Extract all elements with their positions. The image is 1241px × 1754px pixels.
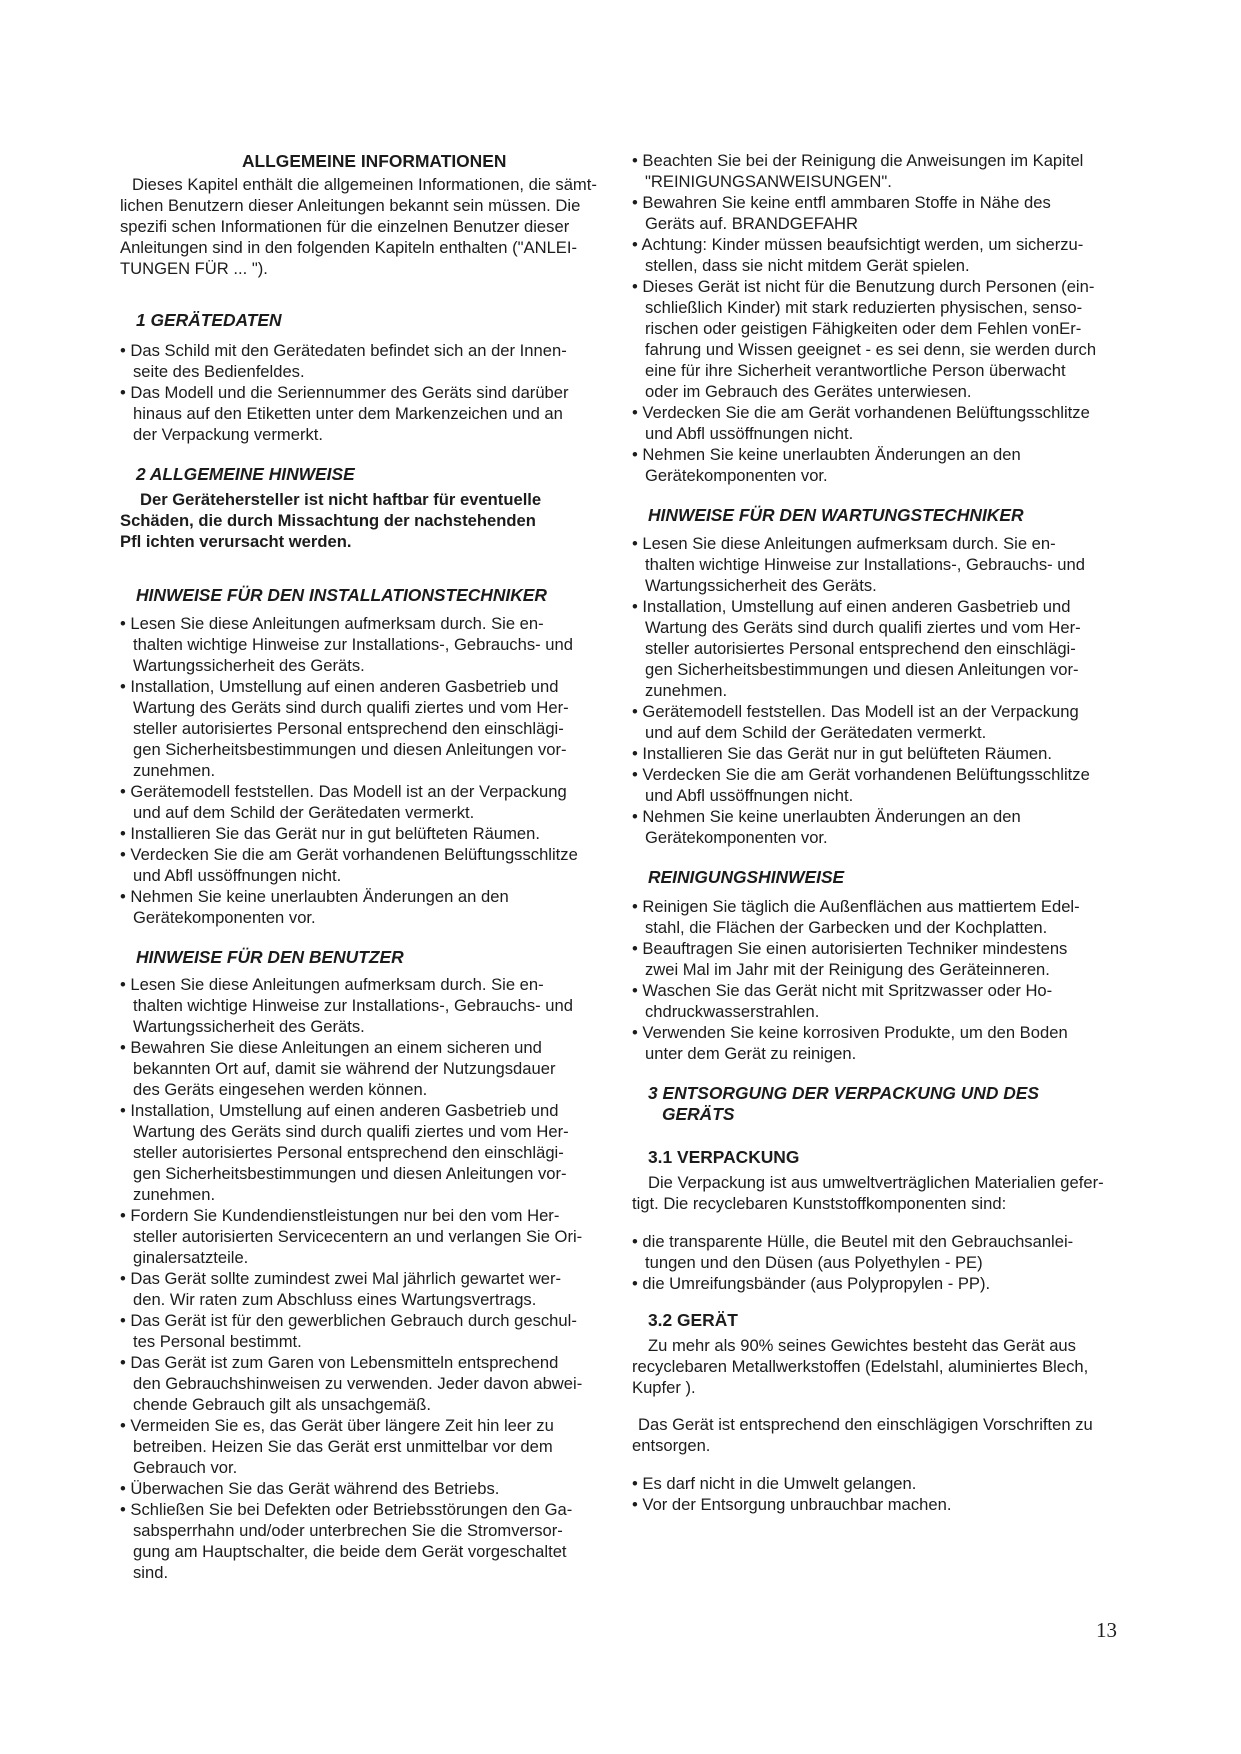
section-heading: 2 ALLGEMEINE HINWEISE bbox=[136, 464, 355, 484]
bullet-item-line: • Fordern Sie Kundendienstleistungen nur bei den vom Her- bbox=[120, 1206, 560, 1225]
text-line: chdruckwasserstrahlen. bbox=[645, 1002, 820, 1021]
bullet-item-line: • Installation, Umstellung auf einen anderen Gasbetrieb und bbox=[120, 677, 559, 696]
bullet-item-line: • Achtung: Kinder müssen beaufsichtigt werden, um sicherzu- bbox=[632, 235, 1084, 254]
bullet-item-line: • Installation, Umstellung auf einen anderen Gasbetrieb und bbox=[632, 597, 1071, 616]
bullet-item-line: • Schließen Sie bei Defekten oder Betriebsstörungen den Ga- bbox=[120, 1500, 573, 1519]
text-line: und Abﬂ ussöffnungen nicht. bbox=[133, 866, 342, 885]
text-line: gen Sicherheitsbestimmungen und diesen Anleitungen vor- bbox=[133, 1164, 567, 1183]
bullet-item-line: • Vermeiden Sie es, das Gerät über längere Zeit hin leer zu bbox=[120, 1416, 554, 1435]
section-heading: HINWEISE FÜR DEN WARTUNGSTECHNIKER bbox=[648, 505, 1024, 525]
section-heading: 3.2 GERÄT bbox=[648, 1310, 738, 1330]
text-line: stellen, dass sie nicht mitdem Gerät spielen. bbox=[645, 256, 970, 275]
bullet-item-line: • Nehmen Sie keine unerlaubten Änderungen an den bbox=[632, 807, 1021, 826]
text-line: Kupfer ). bbox=[632, 1378, 696, 1397]
text-line: tungen und den Düsen (aus Polyethylen - PE) bbox=[645, 1253, 983, 1272]
bullet-item-line: • Installieren Sie das Gerät nur in gut belüfteten Räumen. bbox=[120, 824, 540, 843]
text-line: Wartungssicherheit des Geräts. bbox=[645, 576, 877, 595]
section-heading: 3.1 VERPACKUNG bbox=[648, 1147, 800, 1167]
text-line: thalten wichtige Hinweise zur Installations-, Gebrauchs- und bbox=[645, 555, 1085, 574]
bullet-item-line: • Gerätemodell feststellen. Das Modell ist an der Verpackung bbox=[120, 782, 567, 801]
bullet-item-line: • Das Gerät ist zum Garen von Lebensmitteln entsprechend bbox=[120, 1353, 559, 1372]
text-line: und Abﬂ ussöffnungen nicht. bbox=[645, 424, 854, 443]
text-line: und auf dem Schild der Gerätedaten vermerkt. bbox=[645, 723, 987, 742]
text-line: Zu mehr als 90% seines Gewichtes besteht das Gerät aus bbox=[648, 1336, 1076, 1355]
bullet-item-line: • Das Schild mit den Gerätedaten beﬁndet sich an der Innen- bbox=[120, 341, 567, 360]
section-heading: HINWEISE FÜR DEN INSTALLATIONSTECHNIKER bbox=[136, 585, 547, 605]
bullet-item-line: • Lesen Sie diese Anleitungen aufmerksam durch. Sie en- bbox=[120, 975, 544, 994]
text-line: steller autorisiertes Personal entsprechend den einschlägi- bbox=[645, 639, 1076, 658]
bullet-item-line: • Reinigen Sie täglich die Außenﬂächen aus mattiertem Edel- bbox=[632, 897, 1080, 916]
bullet-item-line: • Verdecken Sie die am Gerät vorhandenen Belüftungsschlitze bbox=[632, 765, 1090, 784]
bullet-item-line: • Überwachen Sie das Gerät während des Betriebs. bbox=[120, 1479, 500, 1498]
text-line: fahrung und Wissen geeignet - es sei denn, sie werden durch bbox=[645, 340, 1097, 359]
text-line: zunehmen. bbox=[133, 1185, 216, 1204]
bold-notice-line: Schäden, die durch Missachtung der nachstehenden bbox=[120, 511, 536, 530]
bullet-item-line: • Verdecken Sie die am Gerät vorhandenen Belüftungsschlitze bbox=[632, 403, 1090, 422]
text-line: zunehmen. bbox=[133, 761, 216, 780]
bullet-item-line: • Dieses Gerät ist nicht für die Benutzung durch Personen (ein- bbox=[632, 277, 1095, 296]
text-line: Wartung des Geräts sind durch qualiﬁ ziertes und vom Her- bbox=[645, 618, 1081, 637]
text-line: stahl, die Flächen der Garbecken und der Kochplatten. bbox=[645, 918, 1048, 937]
text-line: sabsperrhahn und/oder unterbrechen Sie die Stromversor- bbox=[133, 1521, 563, 1540]
text-line: zunehmen. bbox=[645, 681, 728, 700]
text-line: sind. bbox=[133, 1563, 169, 1582]
bold-notice-line: Pﬂ ichten verursacht werden. bbox=[120, 532, 352, 551]
bullet-item-line: • Gerätemodell feststellen. Das Modell ist an der Verpackung bbox=[632, 702, 1079, 721]
bullet-item-line: • Bewahren Sie keine entﬂ ammbaren Stoffe in Nähe des bbox=[632, 193, 1051, 212]
text-line: steller autorisiertes Personal entsprechend den einschlägi- bbox=[133, 1143, 564, 1162]
bullet-item-line: • Das Gerät ist für den gewerblichen Gebrauch durch geschul- bbox=[120, 1311, 577, 1330]
section-heading: REINIGUNGSHINWEISE bbox=[648, 867, 845, 887]
text-line: tes Personal bestimmt. bbox=[133, 1332, 302, 1351]
text-line: den Gebrauchshinweisen zu verwenden. Jeder davon abwei- bbox=[133, 1374, 583, 1393]
bullet-item-line: • Das Gerät sollte zumindest zwei Mal jährlich gewartet wer- bbox=[120, 1269, 562, 1288]
bold-notice-line: Der Gerätehersteller ist nicht haftbar für eventuelle bbox=[140, 490, 542, 509]
text-line: den. Wir raten zum Abschluss eines Wartungsvertrags. bbox=[133, 1290, 537, 1309]
text-line: TUNGEN FÜR ... "). bbox=[120, 259, 268, 278]
section-heading: HINWEISE FÜR DEN BENUTZER bbox=[136, 947, 404, 967]
page-number: 13 bbox=[1096, 1618, 1117, 1642]
text-line: Gerätekomponenten vor. bbox=[133, 908, 316, 927]
bullet-item-line: • Nehmen Sie keine unerlaubten Änderungen an den bbox=[632, 445, 1021, 464]
text-line: gung am Hauptschalter, die beide dem Gerät vorgeschaltet bbox=[133, 1542, 567, 1561]
bullet-item-line: • Waschen Sie das Gerät nicht mit Spritzwasser oder Ho- bbox=[632, 981, 1053, 1000]
text-line: gen Sicherheitsbestimmungen und diesen Anleitungen vor- bbox=[133, 740, 567, 759]
text-line: gen Sicherheitsbestimmungen und diesen Anleitungen vor- bbox=[645, 660, 1079, 679]
text-line: hinaus auf den Etiketten unter dem Markenzeichen und an bbox=[133, 404, 563, 423]
bullet-item-line: • Lesen Sie diese Anleitungen aufmerksam durch. Sie en- bbox=[632, 534, 1056, 553]
text-line: oder im Gebrauch des Gerätes unterwiesen. bbox=[645, 382, 972, 401]
text-line: bekannten Ort auf, damit sie während der Nutzungsdauer bbox=[133, 1059, 556, 1078]
bullet-item-line: • Verwenden Sie keine korrosiven Produkte, um den Boden bbox=[632, 1023, 1068, 1042]
text-line: rischen oder geistigen Fähigkeiten oder dem Fehlen vonEr- bbox=[645, 319, 1082, 338]
text-line: Wartung des Geräts sind durch qualiﬁ ziertes und vom Her- bbox=[133, 698, 569, 717]
text-line: speziﬁ schen Informationen für die einzelnen Benutzer dieser bbox=[120, 217, 570, 236]
bullet-item-line: • Verdecken Sie die am Gerät vorhandenen Belüftungsschlitze bbox=[120, 845, 578, 864]
text-line: Dieses Kapitel enthält die allgemeinen Informationen, die sämt- bbox=[132, 175, 597, 194]
bullet-item-line: • Installation, Umstellung auf einen anderen Gasbetrieb und bbox=[120, 1101, 559, 1120]
bullet-item-line: • Es darf nicht in die Umwelt gelangen. bbox=[632, 1474, 917, 1493]
section-heading: GERÄTS bbox=[662, 1104, 735, 1124]
bullet-item-line: • Das Modell und die Seriennummer des Geräts sind darüber bbox=[120, 383, 569, 402]
text-line: Gerätekomponenten vor. bbox=[645, 466, 828, 485]
text-line: steller autorisierten Servicecentern an und verlangen Sie Ori- bbox=[133, 1227, 583, 1246]
text-line: Gebrauch vor. bbox=[133, 1458, 238, 1477]
section-heading: 3 ENTSORGUNG DER VERPACKUNG UND DES bbox=[648, 1083, 1040, 1103]
bullet-item-line: • die transparente Hülle, die Beutel mit den Gebrauchsanlei- bbox=[632, 1232, 1074, 1251]
section-heading: ALLGEMEINE INFORMATIONEN bbox=[242, 151, 507, 171]
text-line: recyclebaren Metallwerkstoffen (Edelstahl, aluminiertes Blech, bbox=[632, 1357, 1089, 1376]
text-line: seite des Bedienfeldes. bbox=[133, 362, 305, 381]
text-line: Wartungssicherheit des Geräts. bbox=[133, 1017, 365, 1036]
text-line: "REINIGUNGSANWEISUNGEN". bbox=[645, 172, 892, 191]
text-line: ginalersatzteile. bbox=[133, 1248, 249, 1267]
section-heading: 1 GERÄTEDATEN bbox=[136, 310, 282, 330]
bullet-item-line: • Lesen Sie diese Anleitungen aufmerksam durch. Sie en- bbox=[120, 614, 544, 633]
text-line: der Verpackung vermerkt. bbox=[133, 425, 323, 444]
text-line: thalten wichtige Hinweise zur Installations-, Gebrauchs- und bbox=[133, 996, 573, 1015]
text-line: Wartung des Geräts sind durch qualiﬁ ziertes und vom Her- bbox=[133, 1122, 569, 1141]
text-line: und auf dem Schild der Gerätedaten vermerkt. bbox=[133, 803, 475, 822]
text-line: Wartungssicherheit des Geräts. bbox=[133, 656, 365, 675]
text-line: steller autorisiertes Personal entsprechend den einschlägi- bbox=[133, 719, 564, 738]
text-line: Geräts auf. BRANDGEFAHR bbox=[645, 214, 859, 233]
text-line: tigt. Die recyclebaren Kunststoffkomponenten sind: bbox=[632, 1194, 1007, 1213]
text-line: eine für ihre Sicherheit verantwortliche Person überwacht bbox=[645, 361, 1066, 380]
bullet-item-line: • Beachten Sie bei der Reinigung die Anweisungen im Kapitel bbox=[632, 151, 1084, 170]
text-line: chende Gebrauch gilt als unsachgemäß. bbox=[133, 1395, 431, 1414]
bullet-item-line: • Vor der Entsorgung unbrauchbar machen. bbox=[632, 1495, 952, 1514]
text-line: Die Verpackung ist aus umweltverträglichen Materialien gefer- bbox=[648, 1173, 1104, 1192]
bullet-item-line: • Beauftragen Sie einen autorisierten Techniker mindestens bbox=[632, 939, 1068, 958]
text-line: Anleitungen sind in den folgenden Kapiteln enthalten ("ANLEI- bbox=[120, 238, 578, 257]
text-line: schließlich Kinder) mit stark reduzierten physischen, senso- bbox=[645, 298, 1083, 317]
bullet-item-line: • die Umreifungsbänder (aus Polypropylen - PP). bbox=[632, 1274, 991, 1293]
text-line: Das Gerät ist entsprechend den einschlägigen Vorschriften zu bbox=[638, 1415, 1093, 1434]
text-line: und Abﬂ ussöffnungen nicht. bbox=[645, 786, 854, 805]
bullet-item-line: • Bewahren Sie diese Anleitungen an einem sicheren und bbox=[120, 1038, 542, 1057]
bullet-item-line: • Installieren Sie das Gerät nur in gut belüfteten Räumen. bbox=[632, 744, 1052, 763]
text-line: zwei Mal im Jahr mit der Reinigung des Geräteinneren. bbox=[645, 960, 1050, 979]
bullet-item-line: • Nehmen Sie keine unerlaubten Änderungen an den bbox=[120, 887, 509, 906]
text-line: des Geräts eingesehen werden können. bbox=[133, 1080, 428, 1099]
text-line: entsorgen. bbox=[632, 1436, 711, 1455]
text-line: thalten wichtige Hinweise zur Installations-, Gebrauchs- und bbox=[133, 635, 573, 654]
text-line: Gerätekomponenten vor. bbox=[645, 828, 828, 847]
text-line: unter dem Gerät zu reinigen. bbox=[645, 1044, 857, 1063]
text-line: betreiben. Heizen Sie das Gerät erst unmittelbar vor dem bbox=[133, 1437, 553, 1456]
text-line: lichen Benutzern dieser Anleitungen bekannt sein müssen. Die bbox=[120, 196, 581, 215]
